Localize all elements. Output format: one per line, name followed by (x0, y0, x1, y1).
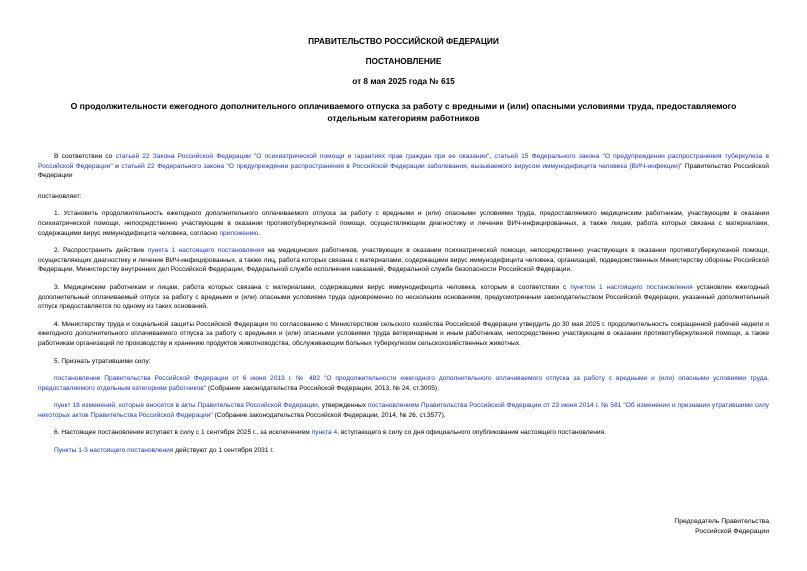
link-law-hiv[interactable]: статьей 22 Федерального закона "О предупреждении распространения в Российской Федерации заболевания, вызываемого вирусом иммунодефицита человека (ВИЧ-инфекции)" (121, 162, 683, 170)
paragraph-1 (38, 209, 769, 238)
paragraph-6 (38, 428, 769, 438)
link-decree-581[interactable]: постановлением Правительства Российской Федерации от 23 июня 2014 г. № 581 "Об изменении и признании утратившими силу некоторых актов Правительства Российской Федерации" (38, 402, 769, 419)
link-law-tuberculosis[interactable]: статьей 15 Федерального закона "О предупреждении распространения туберкулеза в Российской Федерации" (38, 153, 769, 170)
paragraph-5a (38, 374, 769, 393)
paragraph-7 (38, 446, 769, 456)
p1-text-2: . (258, 229, 261, 237)
p3-text-1: 3. Медицинским работникам и лицам, работа которых связана с материалами, содержащими вирус иммунодефицита человека, которым в соответствии с (54, 283, 571, 291)
paragraph-3 (38, 283, 769, 312)
signature-line-2: Российской Федерации (695, 528, 769, 535)
p5b-text-2: (Собрание законодательства Российской Федерации, 2014, № 26, ст.3577). (212, 411, 446, 419)
signature-block (674, 517, 769, 537)
link-law-psychiatric[interactable]: статьей 22 Закона Российской Федерации "О психиатрической помощи и гарантиях прав граждан при ее оказании" (115, 153, 490, 160)
decree-word: постановляет: (38, 192, 82, 200)
paragraph-2 (38, 246, 769, 275)
link-decree-482[interactable]: постановление Правительства Российской Федерации от 6 июня 2013 г. № 482 "О продолжительности ежегодного дополнительного оплачиваемого отпуска за работу с вредными и (или) опасными условиями труда, предоставляемого отдельным категориям работников" (38, 375, 769, 392)
link-point-18[interactable]: пункт 18 изменений, которые вносятся в акты Правительства Российской Федерации (54, 402, 318, 410)
paragraph-4: 4. Министерству труда и социальной защиты Российской Федерации по согласованию с Министерством сельского хозяйства Российской Федерации утвердить до 30 мая 2025 г. продолжительность сокращенной рабочей недели и ежегодного дополнительного оплачиваемого отпуска за работу с вредными и (или) опасными условиями труда ветеринарным и иным работникам, непосредственно участвующим в оказании противотуберкулезной помощи, а также работникам организаций по производству и хранению продуктов животноводства, обслуживающим больных туберкулезом сельскохозяйственных животных. (38, 320, 769, 347)
p2-text-1: 2. Распространить действие (54, 247, 148, 255)
paragraph-5: 5. Признать утратившими силу: (54, 357, 151, 365)
org-name: ПРАВИТЕЛЬСТВО РОССИЙСКОЙ ФЕДЕРАЦИИ (308, 36, 499, 46)
link-p2-point1[interactable]: пункта 1 настоящего постановления (147, 247, 265, 255)
p5b-text-1: , утвержденных (317, 402, 369, 410)
link-p3-point1[interactable]: пунктом 1 настоящего постановления (570, 283, 693, 291)
preamble-text-1: В соответствии со (54, 153, 116, 160)
doc-type: ПОСТАНОВЛЕНИЕ (365, 56, 442, 66)
p2-text-2: на медицинских работников, участвующих в оказании психиатрической помощи, непосредственно участвующих в оказании противотуберкулезной помощи, осуществляющих диагностику и лечение ВИЧ-инфицированных, а также лиц, работа которых связана с материалами, содержащими вирус иммунодефицита человека, организаций, подведомственных Министерству обороны Российской Федерации, Министерству внутренних дел Российской Федерации, Федеральной службе исполнения наказаний, Федеральной службе безопасности Российской Федерации. (38, 247, 769, 274)
p6-text-2: , вступающего в силу со дня официального опубликования настоящего постановления. (337, 429, 606, 437)
link-point-4[interactable]: пункта 4 (311, 429, 338, 437)
document-body (38, 152, 769, 456)
link-points-1-3[interactable]: Пункты 1-3 настоящего постановления (54, 447, 174, 455)
preamble-paragraph (38, 152, 769, 181)
p7-text-1: действуют до 1 сентября 2031 г. (173, 447, 274, 455)
date-number: от 8 мая 2025 года № 615 (352, 76, 455, 86)
document-title: О продолжительности ежегодного дополнительного оплачиваемого отпуска за работу с вредными и (или) опасными условиями труда, предоставляемого отдельным категориям работников (70, 101, 737, 123)
preamble-text-3: и (112, 162, 122, 170)
paragraph-5b (38, 401, 769, 420)
link-appendix[interactable]: приложению (219, 229, 259, 237)
p5a-text-1: (Собрание законодательства Российской Федерации, 2013, № 24, ст.3005); (206, 384, 439, 392)
p1-text-1: 1. Установить продолжительность ежегодного дополнительного оплачиваемого отпуска за работу с вредными и (или) опасными условиями труда, предоставляемого медицинским работникам, участвующим в оказании психиатрической помощи, непосредственно участвующим в оказании противотуберкулезной помощи, осуществляющим диагностику и лечение ВИЧ-инфицированных, а также лицам, работа которых связана с материалами, содержащими вирус иммунодефицита человека, согласно (38, 210, 769, 237)
preamble-text-4: Правительство Российской Федерации (38, 162, 769, 180)
preamble-text-2: , (489, 153, 495, 160)
signature-line-1: Председатель Правительства (674, 518, 769, 525)
p6-text-1: 6. Настоящее постановление вступает в силу с 1 сентября 2025 г., за исключением (54, 429, 312, 437)
p3-text-2: установлен ежегодный дополнительный оплачиваемый отпуск за работу с вредными и (или) опасными условиями труда одновременно по нескольким основаниям, предусмотренным законодательством Российской Федерации, указанный дополнительный отпуск предоставляется по одному из таких оснований. (38, 283, 770, 311)
